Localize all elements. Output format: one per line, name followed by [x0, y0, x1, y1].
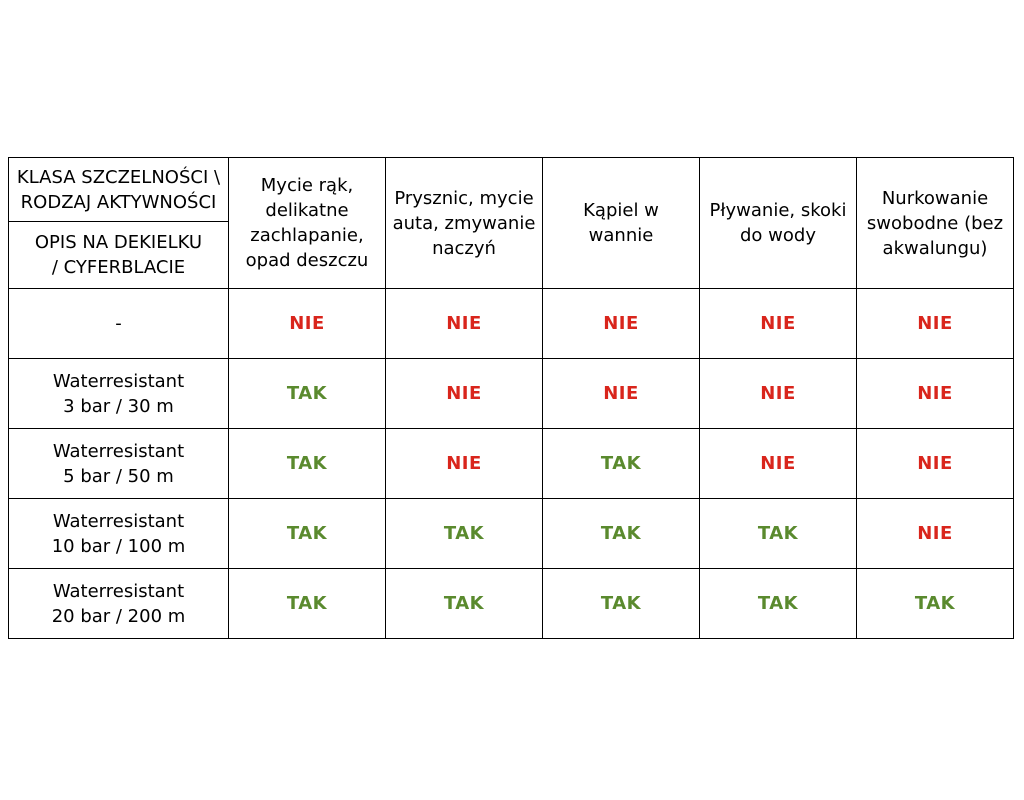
- table-cell: TAK: [543, 499, 700, 569]
- table-cell: NIE: [386, 289, 543, 359]
- table-cell: TAK: [700, 499, 857, 569]
- corner-header-bottom: OPIS NA DEKIELKU / CYFERBLACIE: [9, 222, 229, 289]
- table-cell: NIE: [386, 359, 543, 429]
- table-cell: NIE: [857, 499, 1014, 569]
- table-cell: NIE: [857, 429, 1014, 499]
- table-cell: TAK: [857, 569, 1014, 639]
- table-cell: NIE: [857, 359, 1014, 429]
- table-row: [9, 569, 1014, 639]
- table-header-row: [9, 158, 1014, 222]
- table-row: [9, 289, 1014, 359]
- table-cell: TAK: [700, 569, 857, 639]
- row-label: Waterresistant 3 bar / 30 m: [9, 359, 229, 429]
- table-cell: TAK: [229, 499, 386, 569]
- table-cell: NIE: [700, 359, 857, 429]
- row-label: Waterresistant 5 bar / 50 m: [9, 429, 229, 499]
- water-resistance-table: [8, 157, 1014, 639]
- table-cell: TAK: [229, 429, 386, 499]
- row-label: -: [9, 289, 229, 359]
- table-cell: NIE: [229, 289, 386, 359]
- table-row: [9, 499, 1014, 569]
- table-row: [9, 359, 1014, 429]
- table-row: [9, 429, 1014, 499]
- column-header-diving: Nurkowanie swobodne (bez akwalungu): [857, 158, 1014, 289]
- table-cell: TAK: [543, 429, 700, 499]
- table-cell: TAK: [386, 499, 543, 569]
- table-cell: NIE: [543, 359, 700, 429]
- table-cell: NIE: [543, 289, 700, 359]
- table-cell: TAK: [229, 359, 386, 429]
- column-header-handwashing: Mycie rąk, delikatne zachlapanie, opad deszczu: [229, 158, 386, 289]
- table-cell: TAK: [386, 569, 543, 639]
- table-cell: TAK: [543, 569, 700, 639]
- column-header-shower: Prysznic, mycie auta, zmywanie naczyń: [386, 158, 543, 289]
- table-cell: NIE: [700, 429, 857, 499]
- column-header-swimming: Pływanie, skoki do wody: [700, 158, 857, 289]
- table-cell: NIE: [700, 289, 857, 359]
- table-cell: TAK: [229, 569, 386, 639]
- table-cell: NIE: [386, 429, 543, 499]
- row-label: Waterresistant 10 bar / 100 m: [9, 499, 229, 569]
- row-label: Waterresistant 20 bar / 200 m: [9, 569, 229, 639]
- corner-header-top: KLASA SZCZELNOŚCI \ RODZAJ AKTYWNOŚCI: [9, 158, 229, 222]
- column-header-bath: Kąpiel w wannie: [543, 158, 700, 289]
- table-cell: NIE: [857, 289, 1014, 359]
